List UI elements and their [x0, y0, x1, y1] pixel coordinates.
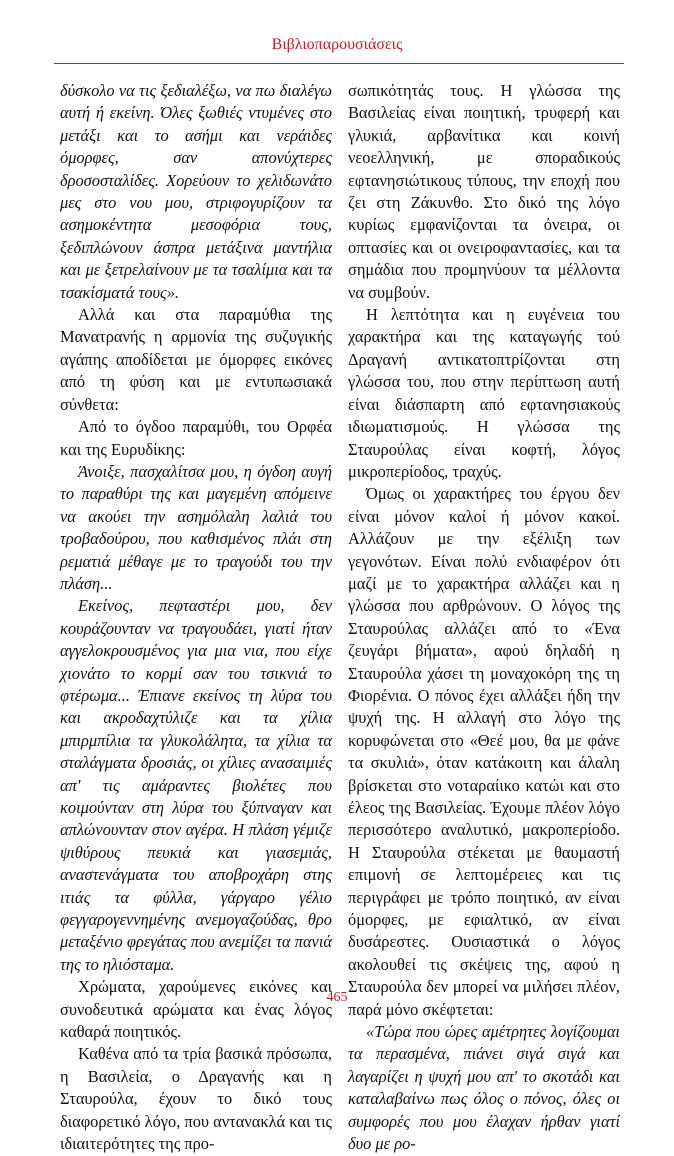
paragraph: Καθένα από τα τρία βασικά πρόσωπα, η Βασιλεία, ο Δραγανής και η Σταυρούλα, έχουν το δικό τους διαφορετικό λόγο, που αντανακλά και τις ιδιαιτερότητες της προ- [60, 1044, 332, 1154]
paragraph: Από το όγδοο παραμύθι, του Ορφέα και της Ευρυδίκης: [60, 417, 332, 459]
paragraph: Εκείνος, πεφταστέρι μου, δεν κουράζουνταν να τραγουδάει, γιατί ήταν αγγελοκρουσμένος για μια νια, που είχε χιονάτο το κορμί σαν του τσικνιά το φτέρωμα... Έπιανε εκείνος τη λύρα του και ακροδαχτύλιζε και τα χίλια μπιρμπίλια τα γλυκολάλητα, τα χίλια τα σταλάγματα δροσιάς, οι χίλιες ανασαιμιές απ' τις αμάραντες βιολέτες που κοιμούνταν στη λύρα του ξύπναγαν και απλώνουνταν στον αγέρα. Η πλάση γέμιζε ψιθύρους πευκιά και γιασεμιάς, αναστενάγματα του αποβροχάρη στης ιτιάς τα φύλλα, γάργαρο γέλιο φεγγαρογεννημένης ανεμογαζούδας, θρο μεταξένιο φρεγάτας που ανεμίζει τα πανιά της το ηλιόσταμα. [60, 596, 332, 974]
paragraph: δύσκολο να τις ξεδιαλέξω, να πω διαλέγω αυτή ή εκείνη. Όλες ξωθιές ντυμένες στο μετάξι και το ασήμι και νεράιδες όμορφες, σαν απονύχτερες δροσοσταλίδες. Χορεύουν το χελιδωνάτο μες στο νου μου, στριφογυρίζουν τα ασημοκέντητα μεσοφόρια τους, ξεδιπλώνουν άσπρα μετάξινα μαντήλια και με ξετρελαίνουν με τα τσαλίμια και τα τσακίσματά τους». [60, 81, 332, 302]
paragraph: Αλλά και στα παραμύθια της Μανατρανής η αρμονία της συζυγικής αγάπης αποδίδεται με όμορφες εικόνες από τη φύση και με εντυπωσιακά σύνθετα: [60, 305, 332, 414]
paragraph: σωπικότητάς τους. Η γλώσσα της Βασιλείας είναι ποιητική, τρυφερή και γλυκιά, αρβανίτικα και κοινή νεοελληνική, με σποραδικούς εφτανησιώτικους τύπους, την εποχή που ζει στη Ζάκυνθο. Στο δικό της λόγο κυρίως εμφανίζονται τα όνειρα, οι οπτασίες και οι ονειροφαντασίες, και τα σημάδια που προμηνύουν τα μέλλοντα να συμβούν. [348, 81, 620, 302]
paragraph: Η λεπτότητα και η ευγένεια του χαρακτήρα και της καταγωγής τού Δραγανή αντικατοπτρίζονται στη γλώσσα του, που στην περίπτωση αυτή είναι διάσπαρτη από εφτανησιακούς ιδιωματισμούς. Η γλώσσα της Σταυρούλας είναι κοφτή, λόγος μικροπερίοδος, τραχύς. [348, 305, 620, 481]
page-number: 465 [326, 990, 348, 1005]
section-title: Βιβλιοπαρουσιάσεις [271, 36, 403, 53]
paragraph: «Τώρα που ώρες αμέτρητες λογίζουμαι τα περασμένα, πιάνει σιγά σιγά και λαγαρίζει η ψυχή μου απ' το σκοτάδι και καταλαβαίνω πως όλος ο πόνος, όλες οι συμφορές που μου έλαχαν ήρθαν γιατί δυο με ρο- [348, 1022, 620, 1154]
paragraph: Άνοιξε, πασχαλίτσα μου, η όγδοη αυγή το παραθύρι της και μαγεμένη απόμεινε να ακούει την ασημόλαλη λαλιά του τροβαδούρου, που καθισμένος πλάι στη ρεματιά μέθαγε με το τραγούδι του την πλάση... [60, 461, 332, 593]
paragraph: Όμως οι χαρακτήρες του έργου δεν είναι μόνον καλοί ή μόνον κακοί. Αλλάζουν με την εξέλιξη των γεγονότων. Είναι πολύ ενδιαφέρον ότι μαζί με το χαρακτήρα αλλάζει και η γλώσσα που αρθρώνουν. Ο λόγος της Σταυρούλας αλλάζει από το «Ένα ζευγάρι βήματα», αφού δηλαδή η Σταυρούλα χάσει τη μοναχοκόρη της τη Φιορένια. Ο πόνος έχει αλλάξει ήδη την ψυχή της. Η αλλαγή στο λόγο της κορυφώνεται στο «Θεέ μου, θα με φάνε τα σκυλιά», όταν κατάκοιτη και άλαλη βρίσκεται στο νοταραίικο κατώι και στο έλεος της Βασιλείας. Έχουμε πλέον λόγο περισσότερο αναλυτικό, μακροπερίοδο. Η Σταυρούλα στέκεται με θαυμαστή επιμονή σε λεπτομέρειες και τις περιγράφει με τρόπο ποιητικό, αν είναι όμορφες, με εφιαλτικό, αν είναι δυσάρεστες. Ουσιαστικά ο λόγος ακολουθεί τις σκέψεις της, αφού η Σταυρούλα δεν μπορεί να μιλήσει πλέον, παρά μόνο σκέφτεται: [348, 484, 620, 1019]
paragraph: Χρώματα, χαρούμενες εικόνες και συνοδευτικά αρώματα και ένας λόγος καθαρά ποιητικός. [60, 977, 332, 1042]
header-divider [54, 63, 624, 64]
